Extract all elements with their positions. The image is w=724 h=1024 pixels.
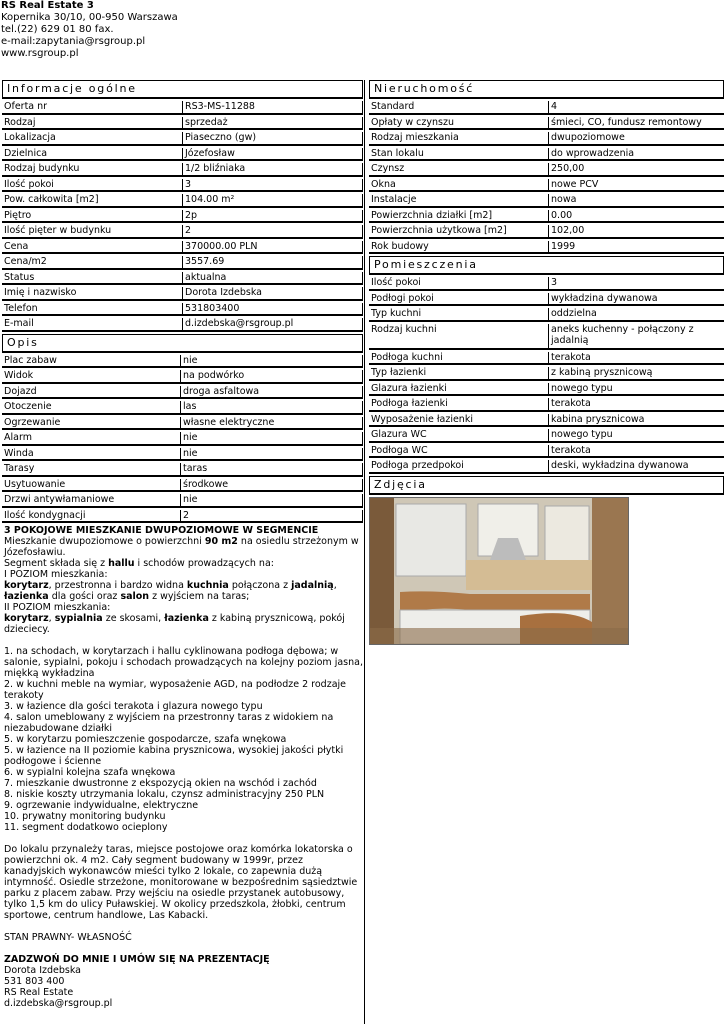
row-label: Dzielnica [2,148,183,162]
property-table [369,101,724,254]
row-podloga-przedpokoi [369,460,724,474]
row-label: Okna [369,179,549,193]
row-value: terakota [549,398,724,412]
row-label: Podłoga łazienki [369,398,549,412]
row-value: 104.00 m² [183,194,363,208]
row-plac-zabaw [2,355,363,369]
row-label: Rodzaj kuchni [369,324,549,350]
row-label: Glazura WC [369,429,549,443]
row-okna [369,179,724,193]
right-column [369,80,724,645]
kitchen-photo[interactable] [369,497,629,645]
row-label: E-mail [2,318,183,332]
row-rodzaj [2,117,363,131]
agency-phone: tel.(22) 629 01 80 fax. [1,24,114,35]
row-value: własne elektryczne [181,417,363,431]
row-value: Józefosław [183,148,363,162]
row-usytuowanie [2,479,363,493]
row-label: Alarm [2,432,181,446]
description-point: 6. w sypialni kolejna szafa wnękowa [4,767,176,778]
row-label: Ilość pokoi [369,277,549,291]
row-value: terakota [549,445,724,459]
section-rooms-title: Pomieszczenia [369,256,724,275]
row-label: Podłogi pokoi [369,293,549,307]
row-value: na podwórko [181,370,363,384]
description-point: 7. mieszkanie dwustronne z ekspozycją okien na wschód i zachód [4,778,317,789]
left-column [2,80,363,1009]
row-value: nowego typu [549,429,724,443]
section-general-title: Informacje ogólne [2,80,363,99]
row-value: oddzielna [549,308,724,322]
row-label: Status [2,272,183,286]
row-value: aktualna [183,272,363,286]
row-value: wykładzina dywanowa [549,293,724,307]
row-glazura-wc [369,429,724,443]
row-ilosc-kondygnacji [2,510,363,524]
row-label: Ilość pokoi [2,179,183,193]
row-value: las [181,401,363,415]
row-label: Rok budowy [369,241,549,255]
row-widok [2,370,363,384]
row-value: d.izdebska@rsgroup.pl [183,318,363,332]
row-cena [2,241,363,255]
row-value: RS3-MS-11288 [183,101,363,115]
description-point: 1. na schodach, w korytarzach i hallu cyklinowana podłoga dębowa; w salonie, sypialni, pokoju i schodach prowadzących na kolejny poziom jasna, miękką wykładzina [4,646,363,679]
row-value: do wprowadzenia [549,148,724,162]
row-value: nie [181,448,363,462]
row-value: 250,00 [549,163,724,177]
contact-email: d.izdebska@rsgroup.pl [4,998,113,1009]
section-opis-title: Opis [2,334,363,353]
row-value: śmieci, CO, fundusz remontowy [549,117,724,131]
row-tarasy [2,463,363,477]
row-podloga-wc [369,445,724,459]
row-label: Widok [2,370,181,384]
row-instalacje [369,194,724,208]
row-label: Ogrzewanie [2,417,181,431]
row-value: terakota [549,352,724,366]
row-imie-i-nazwisko [2,287,363,301]
row-value: nowego typu [549,383,724,397]
row-value: aneks kuchenny - połączony z jadalnią [549,324,724,350]
description-points [4,646,363,833]
row-value: droga asfaltowa [181,386,363,400]
row-value: 2 [183,225,363,239]
description-intro: Mieszkanie dwupoziomowe o powierzchni 90 m2 na osiedlu strzeżonym w Józefosławiu. [4,536,359,558]
row-label: Dojazd [2,386,181,400]
row-label: Oferta nr [2,101,183,115]
agency-www: www.rsgroup.pl [1,48,79,59]
row-czynsz [369,163,724,177]
row-label: Telefon [2,303,183,317]
row-podloga-kuchni [369,352,724,366]
row-value: z kabiną prysznicową [549,367,724,381]
row-value: 2 [181,510,363,524]
description-point: 4. salon umeblowany z wyjściem na przestronny taras z widokiem na niezabudowane działki [4,712,334,734]
row-label: Standard [369,101,549,115]
row-rodzaj-budynku [2,163,363,177]
row-label: Winda [2,448,181,462]
section-photos-title: Zdjęcia [369,476,724,495]
row-telefon [2,303,363,317]
row-label: Usytuowanie [2,479,181,493]
row-glazura-lazienki [369,383,724,397]
description-heading: 3 POKOJOWE MIESZKANIE DWUPOZIOMOWE W SEGMENCIE [4,525,319,536]
row-label: Ilość pięter w budynku [2,225,183,239]
opis-table [2,355,363,524]
row-value: deski, wykładzina dywanowa [549,460,724,474]
row-value: nie [181,432,363,446]
row-alarm [2,432,363,446]
row-label: Typ kuchni [369,308,549,322]
row-stan-lokalu [369,148,724,162]
row-value: 2p [183,210,363,224]
row-podloga-lazienki [369,398,724,412]
row-value: Dorota Izdebska [183,287,363,301]
row-label: Imię i nazwisko [2,287,183,301]
row-label: Czynsz [369,163,549,177]
kitchen-photo-illustration [370,498,628,644]
row-powierzchnia-uzytkowa-m2 [369,225,724,239]
row-label: Rodzaj budynku [2,163,183,177]
row-label: Cena/m2 [2,256,183,270]
row-cena-m2 [2,256,363,270]
row-label: Typ łazienki [369,367,549,381]
row-rok-budowy [369,241,724,255]
row-value: 0.00 [549,210,724,224]
description-point: 10. prywatny monitoring budynku [4,811,166,822]
row-value: 1999 [549,241,724,255]
row-label: Pow. całkowita [m2] [2,194,183,208]
row-ogrzewanie [2,417,363,431]
row-pietro [2,210,363,224]
row-wyposazenie-lazienki [369,414,724,428]
row-value: taras [181,463,363,477]
row-label: Glazura łazienki [369,383,549,397]
description-paragraph: Do lokalu przynależy taras, miejsce postojowe oraz komórka lokatorska o powierzchni ok. 4 m2. Cały segment budowany w 1999r, przez kanadyjskich wykonawców mieści tylko 2 lokale, co zapewnia dużą intymność. Osiedle strzeżone, monitorowane w bezpośrednim sąsiedztwie parku z placem zabaw. Przy wejściu na osiedle przystanek autobusowy, tylko 1,5 km do ulicy Puławskiej. W okolicy przedszkola, żłobki, centrum sportowe, centrum handlowe, Las Kabacki. [4,844,358,921]
agency-name: RS Real Estate 3 [1,0,94,11]
row-value: środkowe [181,479,363,493]
row-value: 3 [549,277,724,291]
contact-name: Dorota Izdebska [4,965,82,976]
row-label: Powierzchnia działki [m2] [369,210,549,224]
row-value: kabina prysznicowa [549,414,724,428]
row-lokalizacja [2,132,363,146]
description-level2: II POZIOM mieszkania: [4,602,111,613]
description-level1-rooms: korytarz, przestronna i bardzo widna kuchnia połączona z jadalnią, łazienka dla gości oraz salon z wyjściem na taras; [4,580,337,602]
row-oplaty-w-czynszu [369,117,724,131]
row-e-mail [2,318,363,332]
row-podlogi-pokoi [369,293,724,307]
row-value: 3 [183,179,363,193]
row-label: Podłoga WC [369,445,549,459]
row-label: Podłoga kuchni [369,352,549,366]
row-label: Wyposażenie łazienki [369,414,549,428]
row-label: Cena [2,241,183,255]
row-dzielnica [2,148,363,162]
row-value: 4 [549,101,724,115]
row-value: sprzedaż [183,117,363,131]
row-typ-kuchni [369,308,724,322]
row-rodzaj-mieszkania [369,132,724,146]
row-value: nowe PCV [549,179,724,193]
row-value: 102,00 [549,225,724,239]
rooms-table [369,277,724,474]
contact-company: RS Real Estate [4,987,74,998]
row-label: Rodzaj mieszkania [369,132,549,146]
description-point: 9. ogrzewanie indywidualne, elektryczne [4,800,199,811]
row-ilosc-pieter-w-budynku [2,225,363,239]
agency-header [1,0,178,60]
row-value: 531803400 [183,303,363,317]
description-point: 5. w łazience na II poziomie kabina prysznicowa, wysokiej jakości płytki podłogowe i ścienne [4,745,344,767]
description-point: 11. segment dodatkowo ocieplony [4,822,168,833]
agency-email: e-mail:zapytania@rsgroup.pl [1,36,146,47]
row-value: 3557.69 [183,256,363,270]
row-value: nie [181,494,363,508]
agency-address: Kopernika 30/10, 00-950 Warszawa [1,12,178,23]
row-otoczenie [2,401,363,415]
description-segment: Segment składa się z hallu i schodów prowadzących na: [4,558,274,569]
row-value: 370000.00 PLN [183,241,363,255]
call-to-action: ZADZWOŃ DO MNIE I UMÓW SIĘ NA PREZENTACJĘ [4,954,270,965]
row-label: Drzwi antywłamaniowe [2,494,181,508]
row-dojazd [2,386,363,400]
row-label: Plac zabaw [2,355,181,369]
row-value: nie [181,355,363,369]
general-table [2,101,363,332]
row-value: nowa [549,194,724,208]
row-label: Stan lokalu [369,148,549,162]
row-value: 1/2 bliźniaka [183,163,363,177]
row-drzwi-antywlamaniowe [2,494,363,508]
row-winda [2,448,363,462]
description-point: 2. w kuchni meble na wymiar, wyposażenie AGD, na podłodze 2 rodzaje terakoty [4,679,347,701]
row-value: dwupoziomowe [549,132,724,146]
row-label: Otoczenie [2,401,181,415]
column-divider [364,80,365,1024]
row-label: Podłoga przedpokoi [369,460,549,474]
row-ilosc-pokoi [369,277,724,291]
row-typ-lazienki [369,367,724,381]
contact-phone: 531 803 400 [4,976,65,987]
row-value: Piaseczno (gw) [183,132,363,146]
row-label: Opłaty w czynszu [369,117,549,131]
row-label: Ilość kondygnacji [2,510,181,524]
row-pow-calkowita-m2 [2,194,363,208]
row-oferta-nr [2,101,363,115]
row-label: Powierzchnia użytkowa [m2] [369,225,549,239]
row-label: Instalacje [369,194,549,208]
row-ilosc-pokoi [2,179,363,193]
section-property-title: Nieruchomość [369,80,724,99]
legal-status: STAN PRAWNY- WŁASNOŚĆ [4,932,132,943]
row-label: Piętro [2,210,183,224]
row-label: Lokalizacja [2,132,183,146]
description [2,525,363,1009]
row-label: Rodzaj [2,117,183,131]
description-point: 8. niskie koszty utrzymania lokalu, czynsz administracyjny 250 PLN [4,789,325,800]
description-level2-rooms: korytarz, sypialnia ze skosami, łazienka z kabiną prysznicową, pokój dzieciecy. [4,613,345,635]
row-status [2,272,363,286]
row-standard [369,101,724,115]
row-label: Tarasy [2,463,181,477]
description-point: 5. w korytarzu pomieszczenie gospodarcze, szafa wnękowa [4,734,287,745]
row-rodzaj-kuchni [369,324,724,350]
description-level1: I POZIOM mieszkania: [4,569,108,580]
row-powierzchnia-dzialki-m2 [369,210,724,224]
description-point: 3. w łazience dla gości terakota i glazura nowego typu [4,701,263,712]
